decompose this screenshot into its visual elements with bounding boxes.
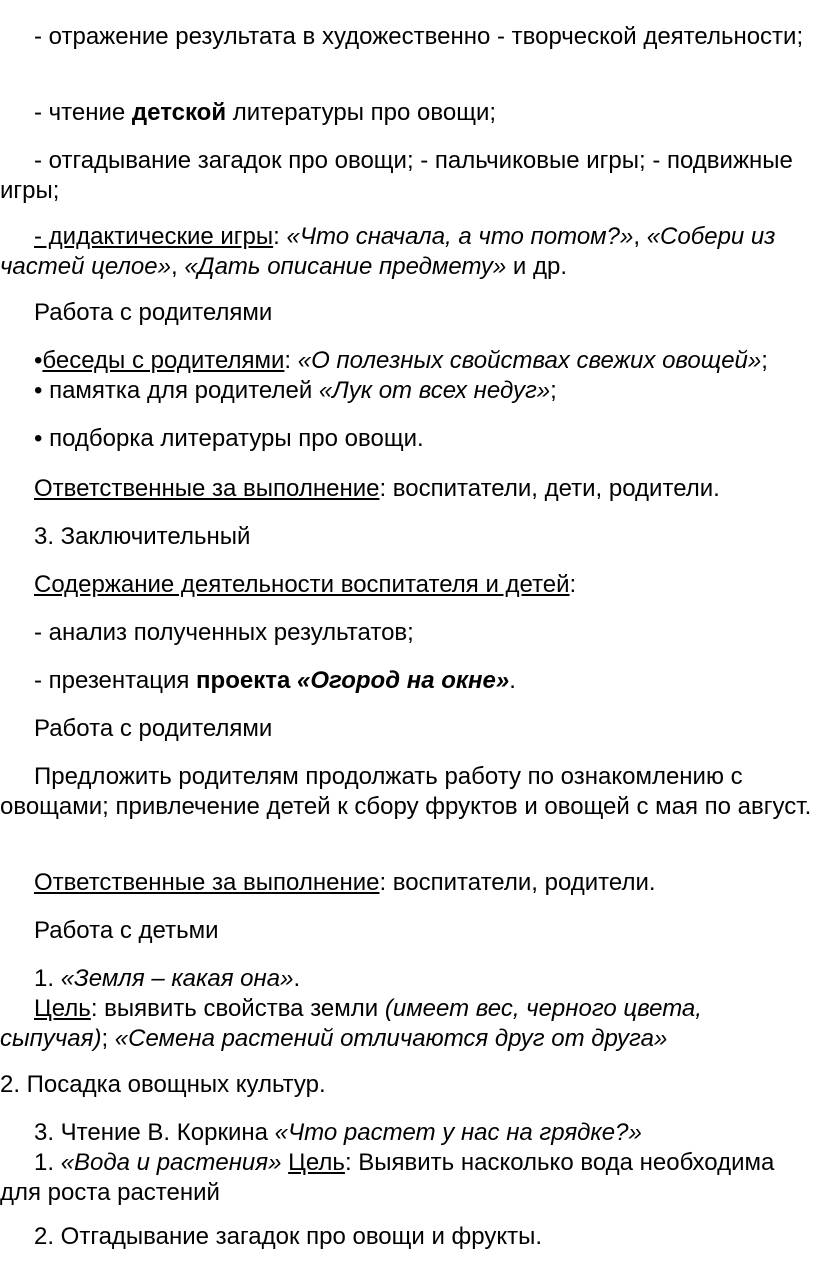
italic-text: «Дать описание предмету» [184,253,507,280]
paragraph-riddles [0,146,812,206]
paragraph-reflection [0,22,812,52]
italic-text: «Что сначала, а что потом?» [286,223,634,250]
text: : [569,571,577,598]
text: Работа с родителями [34,299,273,326]
underlined-text: Ответственные за выполнение [34,869,380,896]
text: : выявить свойства земли [90,995,385,1022]
paragraph-suggest-parents [0,762,812,822]
text: 3. Заключительный [34,523,251,550]
bold-italic-text: «Огород на окне» [297,667,510,694]
heading-final-stage [0,522,812,552]
underlined-text: Цель [34,995,91,1022]
text: Предложить родителям продолжать работу по ознакомлению с овощами; привлечение детей к сбору фруктов и овощей с мая по август. [0,763,812,820]
text: , [633,223,647,250]
paragraph-riddles-fruits [0,1222,812,1252]
text: : [273,223,287,250]
bold-text: проекта [196,667,297,694]
paragraph-presentation [0,666,812,696]
text: - отгадывание загадок про овощи; - пальчиковые игры; - подвижные игры; [0,147,793,204]
paragraph-responsible-1 [0,474,812,504]
line [0,1148,812,1208]
paragraph-parents-list [0,346,812,406]
paragraph-analysis [0,618,812,648]
text: 1. [34,965,61,992]
italic-text: «Земля – какая она» [60,965,294,992]
line [0,1118,812,1148]
underlined-text: - дидактические игры [34,223,274,250]
italic-text: «Собери из частей целое» [0,223,776,280]
italic-text: «Что растет у нас на грядке?» [274,1119,642,1146]
text: Работа с детьми [34,917,219,944]
text: • памятка для родителей [34,377,319,404]
text: • [34,347,43,374]
paragraph-literature [0,424,812,454]
bold-text: детской [131,99,227,126]
line [0,964,812,994]
heading-work-with-parents-2 [0,714,812,744]
text: : Выявить насколько вода необходима для роста растений [0,1149,775,1206]
text: 3. Чтение В. Коркина [34,1119,275,1146]
text: ; [550,377,557,404]
underlined-text: Цель [288,1149,345,1176]
text: - отражение результата в художественно - творческой деятельности; [34,23,804,50]
paragraph-reading [0,98,812,128]
text: 2. Посадка овощных культур. [0,1071,326,1098]
text: - анализ полученных результатов; [34,619,414,646]
text: 1. [34,1149,61,1176]
italic-text: (имеет вес, черного цвета, сыпучая) [0,995,702,1052]
text: . [293,965,301,992]
underlined-text: Содержание деятельности воспитателя и детей [34,571,570,598]
text: ; [761,347,768,374]
text: ; [101,1025,115,1052]
text: . [509,667,516,694]
italic-text: «Семена растений отличаются друг от друга» [114,1025,668,1052]
text: - презентация [34,667,197,694]
heading-work-with-children [0,916,812,946]
text: : воспитатели, родители. [379,869,656,896]
line [0,994,812,1054]
italic-text: «Вода и растения» [60,1149,282,1176]
heading-activity-content [0,570,812,600]
text: - чтение [34,99,132,126]
paragraph-planting [0,1070,812,1100]
underlined-text: беседы с родителями [42,347,285,374]
text: • подборка литературы про овощи. [34,425,424,452]
text: : воспитатели, дети, родители. [379,475,720,502]
italic-text: «О полезных свойствах свежих овощей» [297,347,762,374]
text: 2. Отгадывание загадок про овощи и фрукты. [34,1223,543,1250]
paragraph-reading-korkin [0,1118,812,1208]
paragraph-didactic-games [0,222,812,282]
text: : [284,347,298,374]
text: и др. [506,253,568,280]
list-item [0,376,812,406]
list-item [0,346,812,376]
text: Работа с родителями [34,715,273,742]
italic-text: «Лук от всех недуг» [318,377,551,404]
text: , [170,253,185,280]
underlined-text: Ответственные за выполнение [34,475,380,502]
paragraph-earth-experiment [0,964,812,1054]
text: литературы про овощи; [226,99,497,126]
paragraph-responsible-2 [0,868,812,898]
heading-work-with-parents [0,298,812,328]
